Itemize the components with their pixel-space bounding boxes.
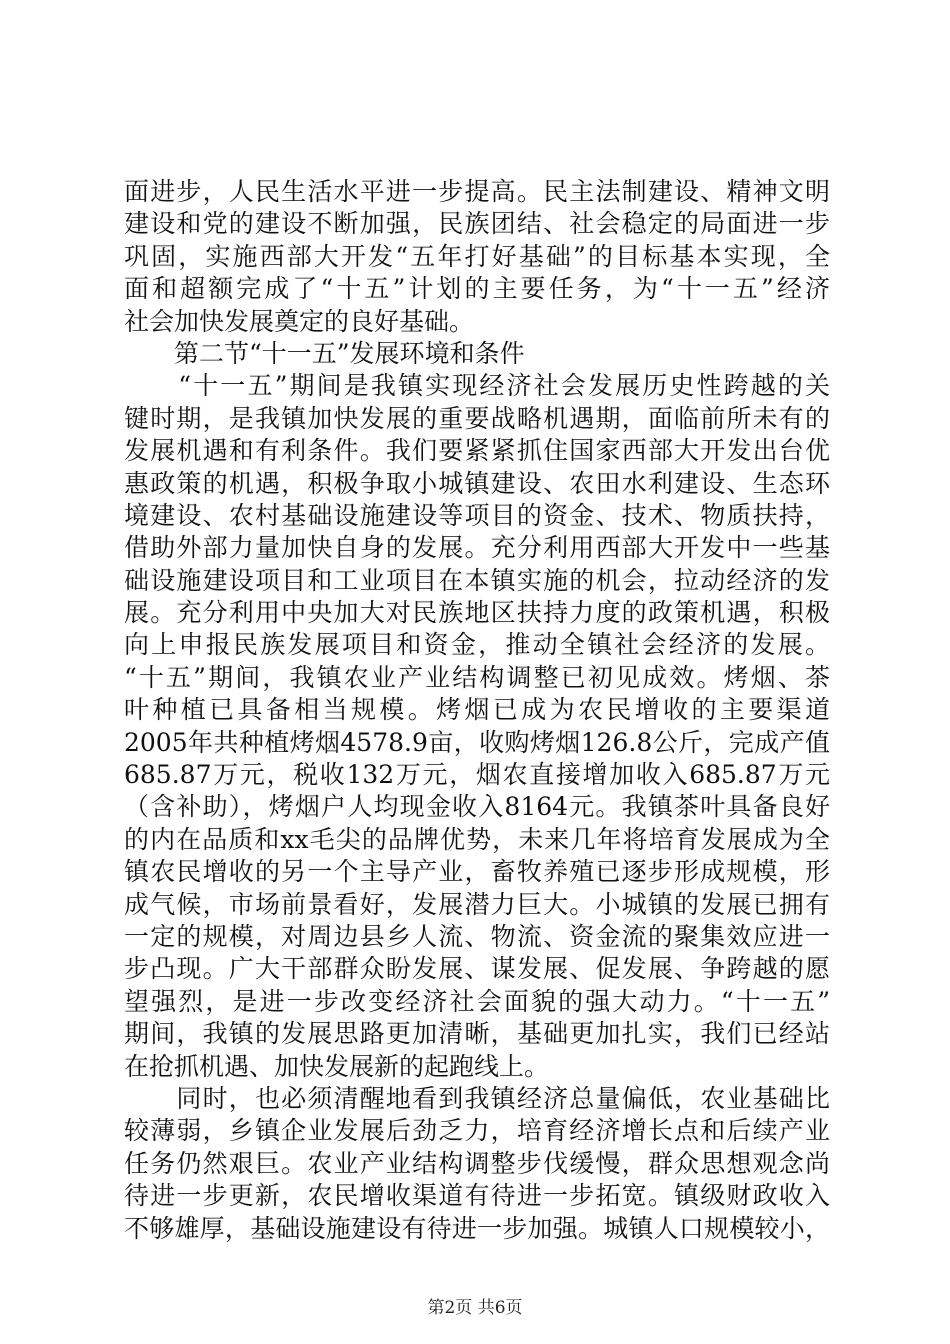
text-line: 巩固，实施西部大开发“五年打好基础”的目标基本实现，全 <box>124 241 830 271</box>
text-line: 较薄弱，乡镇企业发展后劲乏力，培育经济增长点和后续产业 <box>124 1116 830 1146</box>
text-line: 础设施建设项目和工业项目在本镇实施的机会，拉动经济的发 <box>124 565 830 595</box>
text-line: 面和超额完成了“十五”计划的主要任务，为“十一五”经济 <box>124 274 830 304</box>
text-line: 一定的规模，对周边县乡人流、物流、资金流的聚集效应进一 <box>124 921 830 951</box>
text-line: “十五”期间，我镇农业产业结构调整已初见成效。烤烟、茶 <box>124 662 830 692</box>
text-line: 步凸现。广大干部群众盼发展、谋发展、促发展、争跨越的愿 <box>124 954 830 984</box>
text-line: 建设和党的建设不断加强，民族团结、社会稳定的局面进一步 <box>124 209 830 239</box>
text-line: 685.87万元，税收132万元，烟农直接增加收入685.87万元 <box>124 760 830 790</box>
text-line: 2005年共种植烤烟4578.9亩，收购烤烟126.8公斤，完成产值 <box>124 727 830 757</box>
text-line: 的内在品质和xx毛尖的品牌优势，未来几年将培育发展成为全 <box>124 824 830 854</box>
text-line: 叶种植已具备相当规模。烤烟已成为农民增收的主要渠道 <box>124 695 830 725</box>
text-line: 任务仍然艰巨。农业产业结构调整步伐缓慢，群众思想观念尚 <box>124 1148 830 1178</box>
text-line: 不够雄厚，基础设施建设有待进一步加强。城镇人口规模较小， <box>124 1213 830 1243</box>
text-line: 发展机遇和有利条件。我们要紧紧抓住国家西部大开发出台优 <box>124 436 830 466</box>
text-line: 借助外部力量加快自身的发展。充分利用西部大开发中一些基 <box>124 533 830 563</box>
text-line: 成气候，市场前景看好，发展潜力巨大。小城镇的发展已拥有 <box>124 889 830 919</box>
text-line: 待进一步更新，农民增收渠道有待进一步拓宽。镇级财政收入 <box>124 1181 830 1211</box>
text-line: 望强烈，是进一步改变经济社会面貌的强大动力。“十一五” <box>124 986 830 1016</box>
text-line: 展。充分利用中央加大对民族地区扶持力度的政策机遇，积极 <box>124 598 830 628</box>
text-line: 惠政策的机遇，积极争取小城镇建设、农田水利建设、生态环 <box>124 468 830 498</box>
text-line: （含补助），烤烟户人均现金收入8164元。我镇茶叶具备良好 <box>124 792 830 822</box>
text-line: 镇农民增收的另一个主导产业，畜牧养殖已逐步形成规模，形 <box>124 857 830 887</box>
text-line: “十一五”期间是我镇实现经济社会发展历史性跨越的关 <box>124 371 830 401</box>
text-line: 向上申报民族发展项目和资金，推动全镇社会经济的发展。 <box>124 630 830 660</box>
page-footer: 第2页 共6页 <box>427 1298 523 1318</box>
text-line: 在抢抓机遇、加快发展新的起跑线上。 <box>124 1051 550 1081</box>
text-line: 第二节“十一五”发展环境和条件 <box>124 338 525 368</box>
text-line: 境建设、农村基础设施建设等项目的资金、技术、物质扶持， <box>124 500 830 530</box>
text-line: 同时，也必须清醒地看到我镇经济总量偏低，农业基础比 <box>124 1083 830 1113</box>
text-line: 键时期，是我镇加快发展的重要战略机遇期，面临前所未有的 <box>124 403 830 433</box>
document-body <box>124 176 830 1245</box>
text-line: 面进步，人民生活水平进一步提高。民主法制建设、精神文明 <box>124 177 830 206</box>
text-line: 社会加快发展奠定的良好基础。 <box>124 306 475 336</box>
text-line: 期间，我镇的发展思路更加清晰，基础更加扎实，我们已经站 <box>124 1019 830 1049</box>
